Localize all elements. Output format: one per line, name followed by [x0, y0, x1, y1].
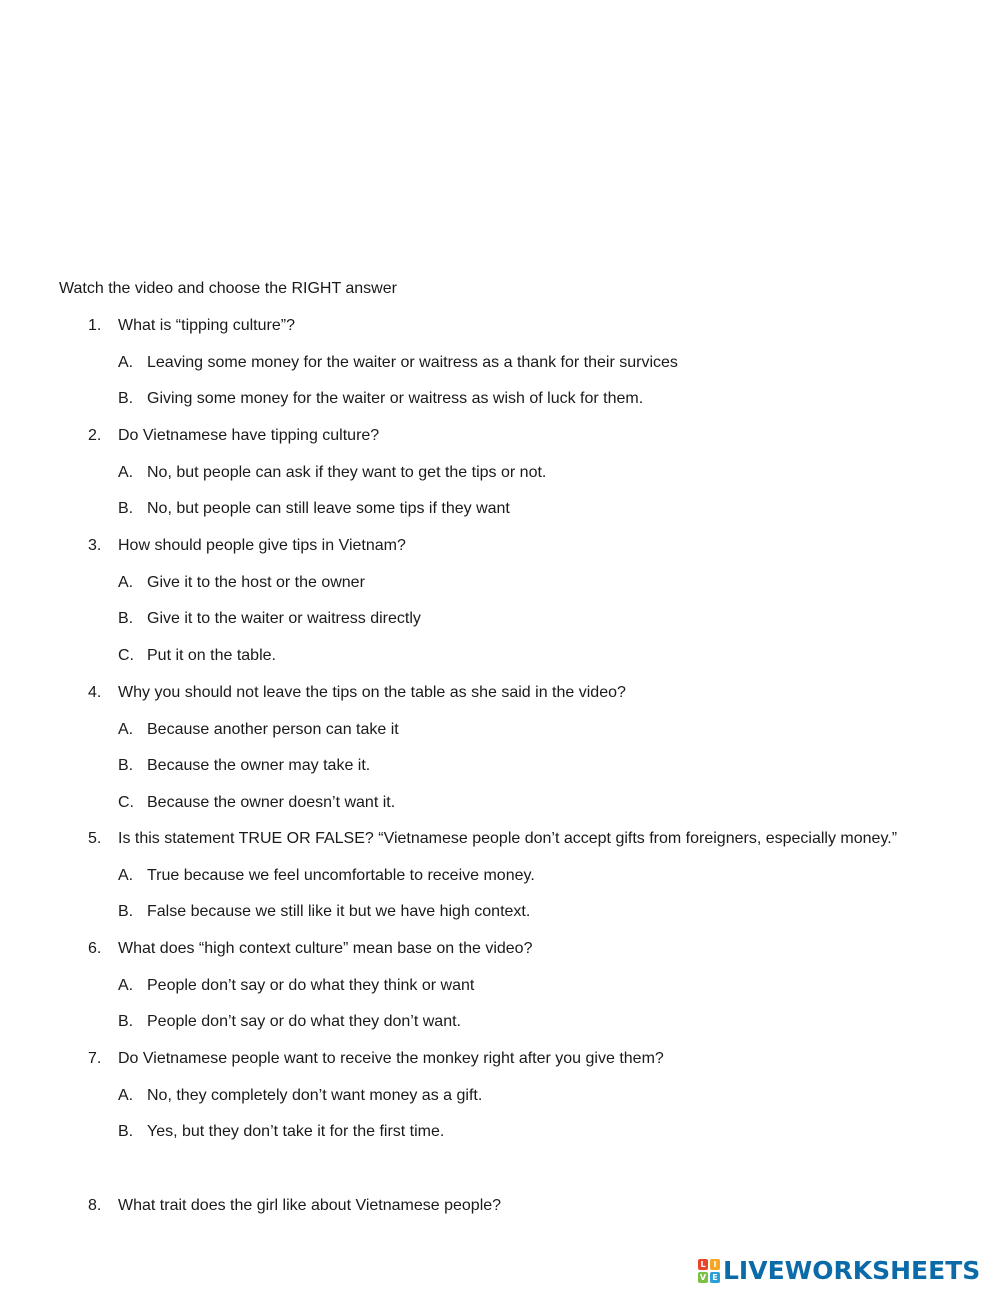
question-number: 4.	[88, 684, 102, 701]
question-number: 7.	[88, 1050, 102, 1067]
option-text: True because we feel uncomfortable to receive money.	[147, 867, 535, 884]
liveworksheets-logo	[697, 1256, 980, 1286]
option-text: Put it on the table.	[147, 647, 276, 664]
option-letter: C.	[118, 647, 134, 664]
question-text: Is this statement TRUE OR FALSE? “Vietnamese people don’t accept gifts from foreigners, especially money.”	[118, 830, 898, 847]
option-letter: B.	[118, 390, 134, 407]
instruction-text: Watch the video and choose the RIGHT answer	[59, 280, 397, 297]
question-text: What is “tipping culture”?	[118, 317, 295, 334]
option-text: Giving some money for the waiter or waitress as wish of luck for them.	[147, 390, 644, 407]
question-text: Do Vietnamese have tipping culture?	[118, 427, 380, 444]
option-letter: A.	[118, 464, 134, 481]
question-text: How should people give tips in Vietnam?	[118, 537, 406, 554]
option-text: Because the owner doesn’t want it.	[147, 794, 396, 811]
option-letter: A.	[118, 1087, 134, 1104]
option-text: Leaving some money for the waiter or waitress as a thank for their survices	[147, 354, 678, 371]
option-letter: B.	[118, 610, 134, 627]
option-letter: B.	[118, 1123, 134, 1140]
option-letter: B.	[118, 903, 134, 920]
option-letter: C.	[118, 794, 134, 811]
question-number: 8.	[88, 1197, 102, 1214]
option-letter: A.	[118, 354, 134, 371]
option-text: People don’t say or do what they don’t want.	[147, 1013, 461, 1030]
option-text: Yes, but they don’t take it for the first time.	[147, 1123, 445, 1140]
question-number: 2.	[88, 427, 102, 444]
option-text: Because the owner may take it.	[147, 757, 371, 774]
option-text: Give it to the host or the owner	[147, 574, 365, 591]
question-text: Do Vietnamese people want to receive the monkey right after you give them?	[118, 1050, 664, 1067]
question-text: What does “high context culture” mean base on the video?	[118, 940, 533, 957]
option-letter: B.	[118, 500, 134, 517]
logo-mark-icon: L I V E	[697, 1258, 721, 1284]
option-letter: A.	[118, 977, 134, 994]
question-text: What trait does the girl like about Vietnamese people?	[118, 1197, 502, 1214]
option-letter: A.	[118, 574, 134, 591]
option-letter: A.	[118, 721, 134, 738]
question-number: 3.	[88, 537, 102, 554]
question-number: 5.	[88, 830, 102, 847]
option-text: No, but people can still leave some tips if they want	[147, 500, 510, 517]
question-number: 1.	[88, 317, 102, 334]
option-text: No, they completely don’t want money as a gift.	[147, 1087, 483, 1104]
option-letter: B.	[118, 1013, 134, 1030]
question-text: Why you should not leave the tips on the table as she said in the video?	[118, 684, 626, 701]
option-text: People don’t say or do what they think or want	[147, 977, 475, 994]
option-text: No, but people can ask if they want to get the tips or not.	[147, 464, 547, 481]
option-text: Because another person can take it	[147, 721, 399, 738]
logo-text: LIVEWORKSHEETS	[723, 1256, 981, 1285]
option-text: Give it to the waiter or waitress directly	[147, 610, 421, 627]
option-letter: A.	[118, 867, 134, 884]
option-text: False because we still like it but we have high context.	[147, 903, 531, 920]
question-number: 6.	[88, 940, 102, 957]
option-letter: B.	[118, 757, 134, 774]
